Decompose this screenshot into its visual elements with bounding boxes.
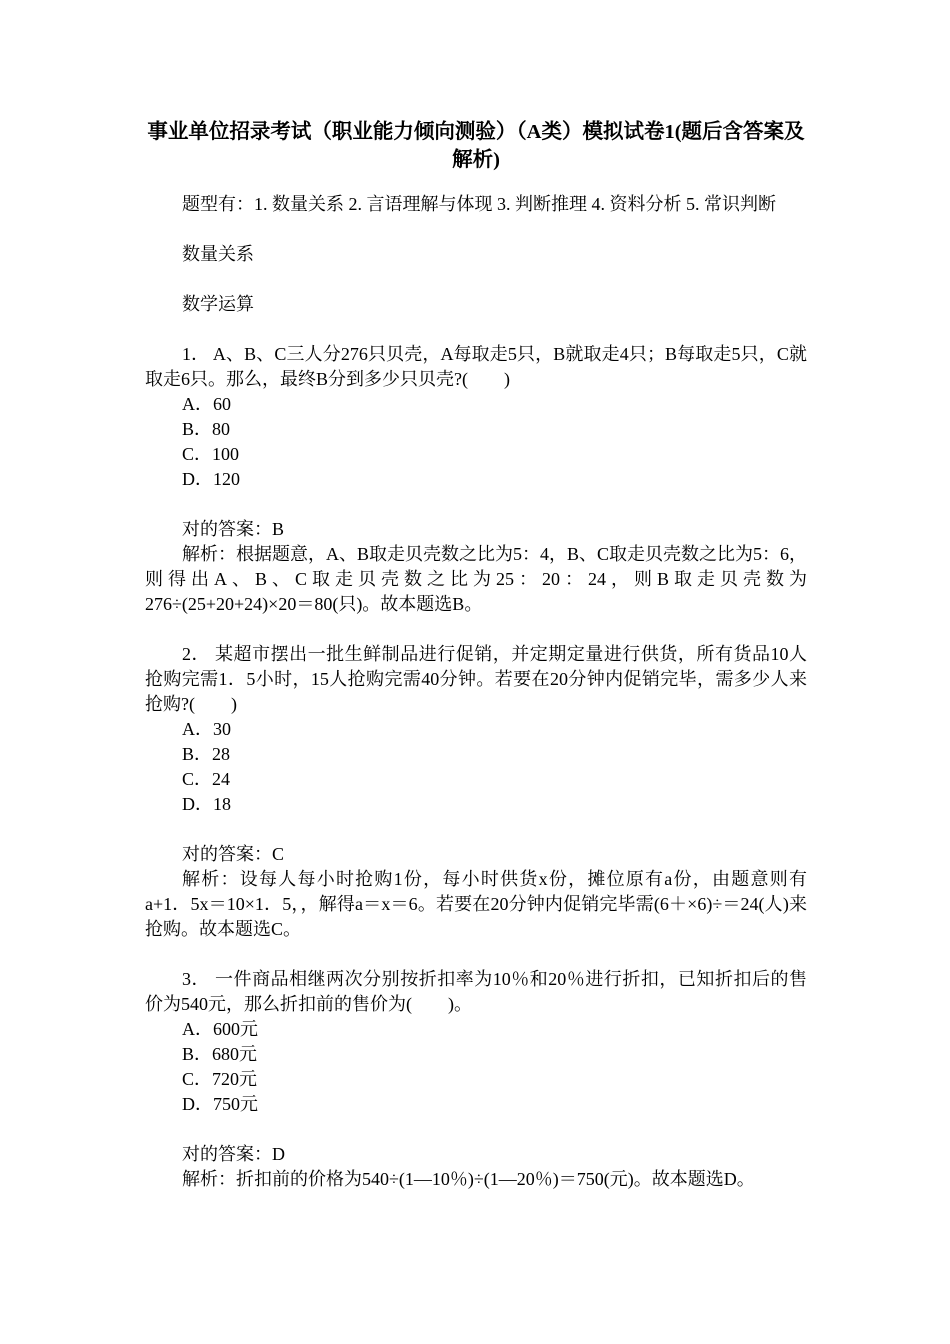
option-a: A．30 xyxy=(182,719,231,739)
question-stem: 1． A、B、C三人分276只贝壳，A每取走5只，B就取走4只；B每取走5只，C就取走6只。那么，最终B分到多少只贝壳?( ) xyxy=(145,344,807,389)
question-stem: 3． 一件商品相继两次分别按折扣率为10％和20％进行折扣，已知折扣后的售价为540元，那么折扣前的售价为( )。 xyxy=(145,969,807,1014)
answer-analysis: 解析：折扣前的价格为540÷(1—10％)÷(1—20％)＝750(元)。故本题选D。 xyxy=(182,1169,755,1189)
option-c: C．720元 xyxy=(182,1069,258,1089)
question-types-intro: 题型有：1. 数量关系 2. 言语理解与体现 3. 判断推理 4. 资料分析 5. 常识判断 xyxy=(182,194,776,214)
correct-answer: 对的答案：C xyxy=(182,844,285,864)
subsection-heading: 数学运算 xyxy=(182,294,254,314)
correct-answer: 对的答案：B xyxy=(182,519,285,539)
option-d: D．18 xyxy=(182,794,231,814)
question-stem: 2． 某超市摆出一批生鲜制品进行促销，并定期定量进行供货，所有货品10人抢购完需1．5小时，15人抢购完需40分钟。若要在20分钟内促销完毕，需多少人来抢购?( ) xyxy=(145,644,807,714)
option-b: B．680元 xyxy=(182,1044,258,1064)
option-d: D．750元 xyxy=(182,1094,258,1114)
document-title: 事业单位招录考试（职业能力倾向测验）（A类）模拟试卷1(题后含答案及解析) xyxy=(147,121,805,171)
option-c: C．100 xyxy=(182,444,240,464)
option-b: B．80 xyxy=(182,419,231,439)
option-a: A．600元 xyxy=(182,1019,258,1039)
option-b: B．28 xyxy=(182,744,231,764)
option-d: D．120 xyxy=(182,469,240,489)
document-page xyxy=(145,118,807,1192)
answer-analysis: 解析：设每人每小时抢购1份，每小时供货x份，摊位原有a份，由题意则有a+1．5x＝10×1．5，，解得a＝x＝6。若要在20分钟内促销完毕需(6＋×6)÷＝24(人)来抢购。故本题选C。 xyxy=(145,869,807,939)
correct-answer: 对的答案：D xyxy=(182,1144,285,1164)
section-heading: 数量关系 xyxy=(182,244,254,264)
option-a: A．60 xyxy=(182,394,231,414)
option-c: C．24 xyxy=(182,769,231,789)
answer-analysis: 解析：根据题意，A、B取走贝壳数之比为5：4，B、C取走贝壳数之比为5：6，则得出A、B、C取走贝壳数之比为25：20：24，则B取走贝壳数为276÷(25+20+24)×20＝80(只)。故本题选B。 xyxy=(145,544,808,614)
